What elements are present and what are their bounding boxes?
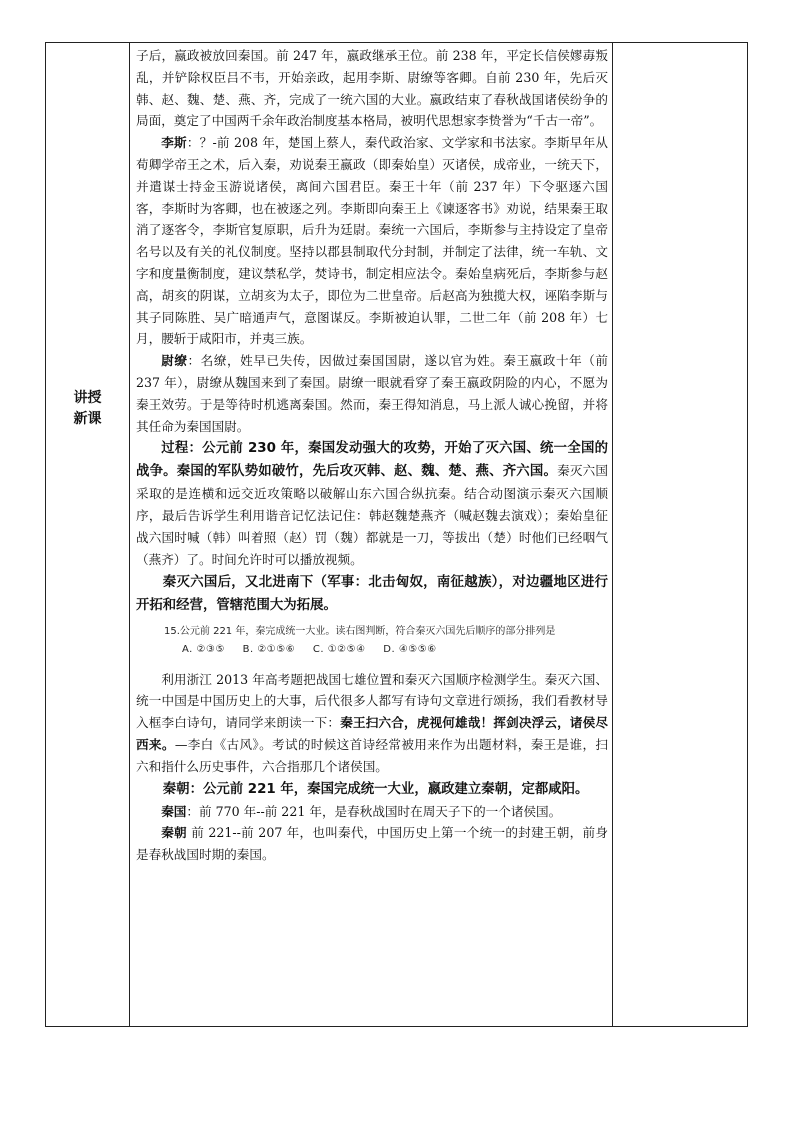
paragraph-qin-dynasty-def <box>136 822 608 866</box>
qinchao-name: 秦朝 <box>161 825 187 841</box>
quiz-question <box>136 623 608 659</box>
process-normal: 秦灭六国采取的是连横和远交近攻策略以破解山东六国合纵抗秦。结合动图演示秦灭六国顺序，最后告诉学生利用谐音记忆法记住：韩赵魏楚燕齐（喊赵魏去演戏）；秦始皇征战六国时喊（韩）叫着照（赵）罚（魏）都就是一刀，等拔出（楚）时他们已经咽气（燕齐）了。时间允许时可以播放视频。 <box>136 463 609 567</box>
poem-quote: 秦王扫六合，虎视何雄哉！挥剑决浮云，诸侯尽西来。 <box>136 715 609 752</box>
paragraph-after-unification: 秦灭六国后，又北进南下（军事：北击匈奴，南征越族），对边疆地区进行开拓和经营，管辖范围大为拓展。 <box>136 574 608 613</box>
quiz-option-c: C. ①②⑤④ <box>312 643 366 655</box>
paragraph-yingzheng: 子后，嬴政被放回秦国。前 247 年，嬴政继承王位。前 238 年，平定长信侯嫪毐叛乱，并铲除权臣吕不韦，开始亲政，起用李斯、尉缭等客卿。自前 230 年，先后灭韩、赵、魏、楚、燕、齐，完成了一统六国的大业。嬴政结束了春秋战国诸侯纷争的局面，奠定了中国两千余年政治制度基本格局，被明代思想家李贽誉为“千古一帝”。 <box>136 48 608 129</box>
qinguo-name: 秦国 <box>161 803 187 819</box>
column-divider-right <box>612 43 613 1026</box>
lisi-name: 李斯 <box>161 135 187 151</box>
paragraph-weiliao <box>136 350 608 437</box>
poem-intro: 利用浙江 2013 年高考题把战国七雄位置和秦灭六国顺序检测学生。秦灭六国、统一中国是中国历史上的大事，后代很多人都写有诗句文章进行颂扬，我们看教材导入框李白诗句，请同学来朗读一下： <box>136 671 608 731</box>
qinchao-text: 前 221--前 207 年，也叫秦代，中国历史上第一个统一的封建王朝，前身是春秋战国时期的秦国。 <box>136 825 608 863</box>
section-label <box>46 388 129 430</box>
paragraph-qin-dynasty: 秦朝：公元前 221 年，秦国完成统一大业，嬴政建立秦朝，定都咸阳。 <box>162 781 589 797</box>
weiliao-text: ：名缭，姓早已失传，因做过秦国国尉，遂以官为姓。秦王嬴政十年（前 237 年），尉缭从魏国来到了秦国。尉缭一眼就看穿了秦王嬴政阴险的内心，不愿为秦王效劳。于是等待时机逃离秦国。然而，秦王得知消息，马上派人诚心挽留，并将其任命为秦国国尉。 <box>136 353 609 434</box>
process-bold: 过程：公元前 230 年，秦国发动强大的攻势，开始了灭六国、统一全国的战争。秦国的军队势如破竹，先后攻灭韩、赵、魏、楚、燕、齐六国。 <box>136 441 608 480</box>
quiz-options <box>136 641 608 659</box>
poem-outro: —李白《古风》。考试的时候这首诗经常被用来作为出题材料，秦王是谁，扫六和指什么历史事件，六合指那几个诸侯国。 <box>136 736 609 774</box>
paragraph-process <box>136 437 608 570</box>
section-label-line1: 讲授 <box>73 390 102 406</box>
paragraph-poem <box>136 669 608 778</box>
lesson-table <box>45 42 748 1027</box>
weiliao-name: 尉缭 <box>161 353 188 369</box>
column-divider-left <box>129 43 130 1026</box>
quiz-option-a: A. ②③⑤ <box>182 643 225 655</box>
lisi-text: ：？-前 208 年，楚国上蔡人，秦代政治家、文学家和书法家。李斯早年从荀卿学帝王之术，后入秦，劝说秦王嬴政（即秦始皇）灭诸侯，成帝业，一统天下，并遣谋士持金玉游说诸侯，离间六国君臣。秦王十年（前 237 年）下令驱逐六国客，李斯时为客卿，也在被逐之列。李斯即向秦王上《谏逐客书》劝说，结果秦王取消了逐客令，李斯官复原职，后升为廷尉。秦统一六国后，李斯参与主持设定了皇帝名号以及有关的礼仪制度。坚持以郡县制取代分封制，并制定了法律，统一车轨、文字和度量衡制度，建议禁私学，焚诗书，制定相应法令。秦始皇病死后，李斯参与赵高，胡亥的阴谋，立胡亥为太子，即位为二世皇帝。后赵高为独揽大权，诬陷李斯与其子同陈胜、吴广暗通声气，意图谋反。李斯被迫认罪，二世二年（前 208 年）七月，腰斩于咸阳市，并夷三族。 <box>136 135 608 347</box>
lesson-content <box>136 45 608 866</box>
qinguo-text: ：前 770 年--前 221 年，是春秋战国时在周天子下的一个诸侯国。 <box>186 803 562 819</box>
quiz-question-text: 15.公元前 221 年，秦完成统一大业。读右图判断，符合秦灭六国先后顺序的部分排列是 <box>164 625 556 637</box>
quiz-option-b: B. ②①⑤⑥ <box>242 643 296 655</box>
paragraph-qin-state <box>136 801 608 823</box>
paragraph-lisi <box>136 132 608 350</box>
quiz-option-d: D. ④⑤⑤⑥ <box>383 643 437 655</box>
section-label-line2: 新课 <box>73 411 102 427</box>
